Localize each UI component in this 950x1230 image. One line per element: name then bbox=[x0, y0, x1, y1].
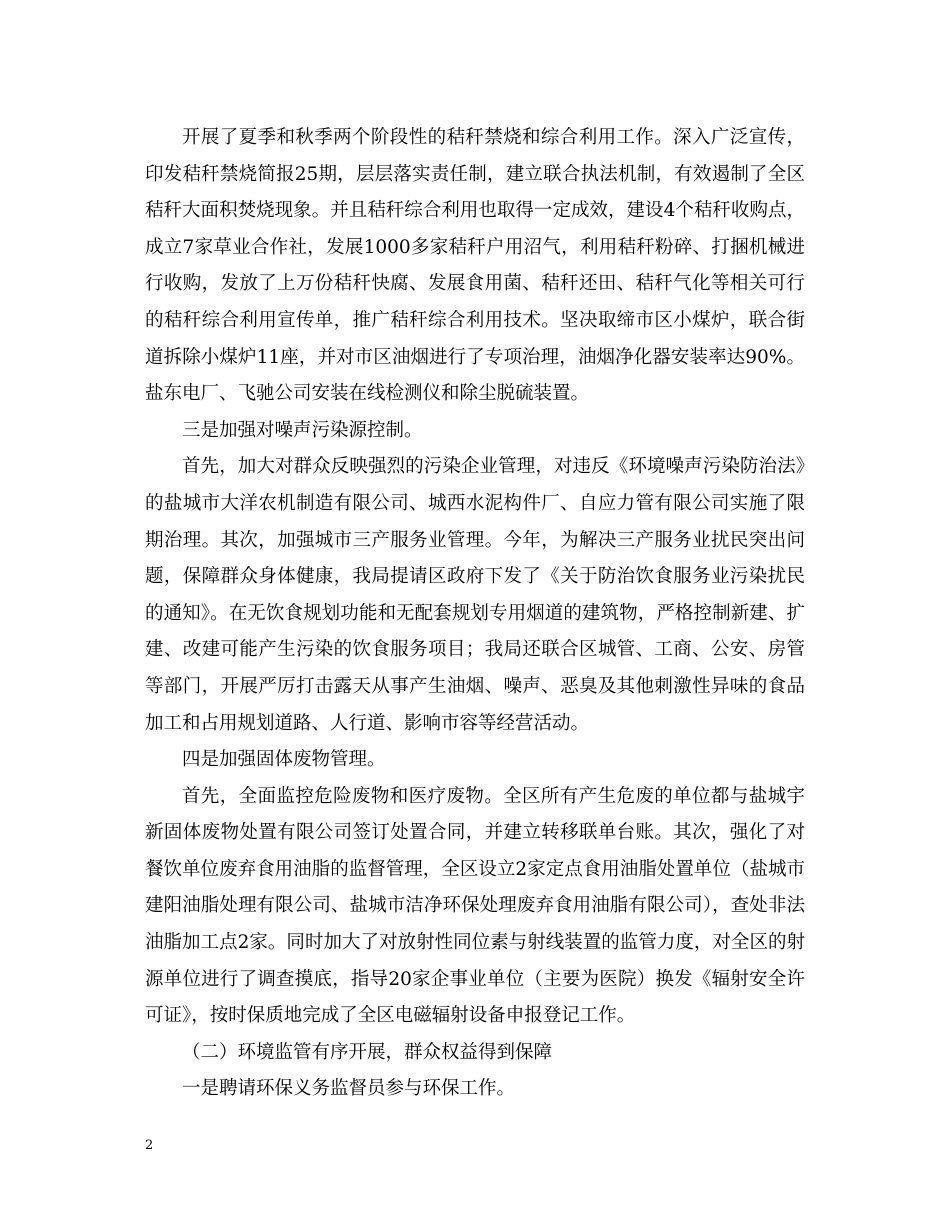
paragraph-noise-control: 首先，加大对群众反映强烈的污染企业管理，对违反《环境噪声污染防治法》的盐城市大洋农机制造有限公司、城西水泥构件厂、自应力管有限公司实施了限期治理。其次，加强城市三产服务业管理。今年，为解决三产服务业扰民突出问题，保障群众身体健康，我局提请区政府下发了《关于防治饮食服务业污染扰民的通知》。在无饮食规划功能和无配套规划专用烟道的建筑物，严格控制新建、扩建、改建可能产生污染的饮食服务项目；我局还联合区城管、工商、公安、房管等部门，开展严厉打击露天从事产生油烟、噪声、恶臭及其他刺激性异味的食品加工和占用规划道路、人行道、影响市容等经营活动。 bbox=[145, 456, 805, 734]
paragraph-solid-waste-heading: 四是加强固体废物管理。 bbox=[182, 749, 386, 771]
page-number: 2 bbox=[145, 1138, 154, 1153]
paragraph-straw-burning: 开展了夏季和秋季两个阶段性的秸秆禁烧和综合利用工作。深入广泛宣传，印发秸秆禁烧简报25期，层层落实责任制，建立联合执法机制，有效遏制了全区秸秆大面积焚烧现象。并且秸秆综合利用也取得一定成效，建设4个秸秆收购点，成立7家草业合作社，发展1000多家秸秆户用沼气，利用秸秆粉碎、打捆机械进行收购，发放了上万份秸秆快腐、发展食用菌、秸秆还田、秸秆气化等相关可行的秸秆综合利用宣传单，推广秸秆综合利用技术。坚决取缔市区小煤炉，联合街道拆除小煤炉11座，并对市区油烟进行了专项治理，油烟净化器安装率达90%。盐东电厂、飞驰公司安装在线检测仪和除尘脱硫装置。 bbox=[145, 127, 805, 405]
paragraph-noise-heading: 三是加强对噪声污染源控制。 bbox=[182, 419, 423, 441]
document-body bbox=[145, 120, 805, 1108]
paragraph-solid-waste: 首先，全面监控危险废物和医疗废物。全区所有产生危废的单位都与盐城宇新固体废物处置有限公司签订处置合同，并建立转移联单台账。其次，强化了对餐饮单位废弃食用油脂的监督管理，全区设立2家定点食用油脂处置单位（盐城市建阳油脂处理有限公司、盐城市洁净环保处理废弃食用油脂有限公司），查处非法油脂加工点2家。同时加大了对放射性同位素与射线装置的监管力度，对全区的射源单位进行了调查摸底，指导20家企事业单位（主要为医院）换发《辐射安全许可证》，按时保质地完成了全区电磁辐射设备申报登记工作。 bbox=[145, 785, 805, 1027]
section-heading-supervision: （二）环境监管有序开展，群众权益得到保障 bbox=[182, 1041, 553, 1063]
paragraph-supervisors: 一是聘请环保义务监督员参与环保工作。 bbox=[182, 1078, 516, 1100]
